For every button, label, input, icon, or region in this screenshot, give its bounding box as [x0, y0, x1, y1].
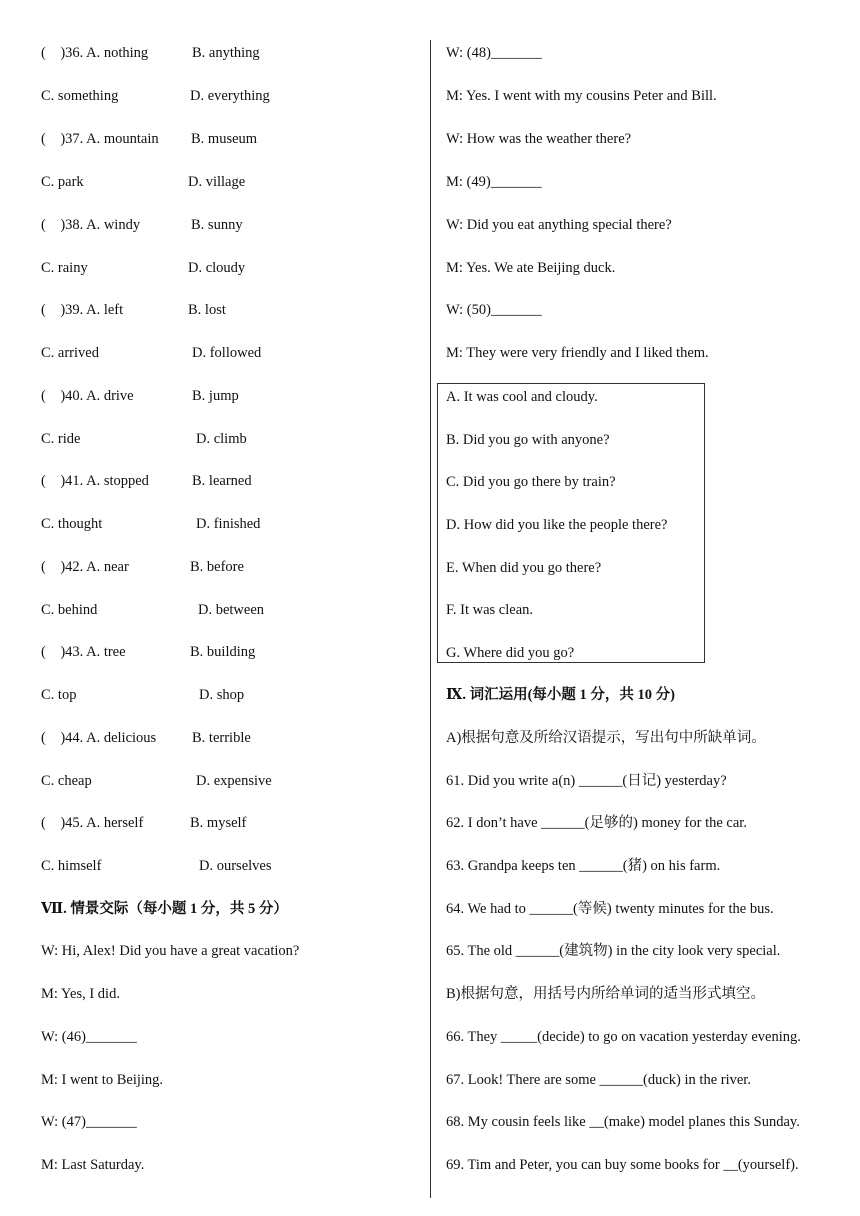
dialogue-line: M: Yes, I did. — [41, 986, 120, 1002]
question-number-option-a: ( )38. A. windy — [41, 217, 141, 233]
section-7-title: Ⅶ. 情景交际（每小题 1 分，共 5 分） — [41, 901, 288, 917]
option-b: B. lost — [188, 302, 226, 318]
option-d: D. ourselves — [199, 858, 272, 874]
option-c: C. cheap — [41, 773, 92, 789]
option-d: D. everything — [190, 88, 270, 104]
option-item: G. Where did you go? — [446, 645, 575, 661]
dialogue-line: W: (47)_______ — [41, 1114, 137, 1130]
option-d: D. finished — [196, 516, 261, 532]
option-d: D. between — [198, 602, 265, 618]
question-number-option-a: ( )44. A. delicious — [41, 730, 157, 746]
dialogue-line: W: Did you eat anything special there? — [446, 217, 672, 233]
option-item: E. When did you go there? — [446, 560, 602, 576]
question-number-option-a: ( )36. A. nothing — [41, 45, 149, 61]
option-item: C. Did you go there by train? — [446, 474, 616, 490]
vocab-item: 64. We had to ______(等候) twenty minutes for the bus. — [446, 901, 774, 917]
option-b: B. myself — [190, 815, 247, 831]
part-b-instruction: B)根据句意，用括号内所给单词的适当形式填空。 — [446, 986, 765, 1002]
answer-options-box — [437, 383, 705, 663]
dialogue-line: W: (48)_______ — [446, 45, 542, 61]
vocab-item: 65. The old ______(建筑物) in the city look very special. — [446, 943, 781, 959]
dialogue-line: M: (49)_______ — [446, 174, 542, 190]
vocab-item: 63. Grandpa keeps ten ______(猪) on his farm. — [446, 858, 721, 874]
option-d: D. followed — [192, 345, 262, 361]
vocab-item: 68. My cousin feels like __(make) model planes this Sunday. — [446, 1114, 800, 1130]
question-number-option-a: ( )39. A. left — [41, 302, 124, 318]
option-b: B. before — [190, 559, 244, 575]
option-b: B. building — [190, 644, 256, 660]
option-d: D. climb — [196, 431, 247, 447]
column-divider — [430, 40, 431, 1198]
dialogue-line: W: (50)_______ — [446, 302, 542, 318]
option-item: A. It was cool and cloudy. — [446, 389, 598, 405]
question-number-option-a: ( )37. A. mountain — [41, 131, 159, 147]
question-number-option-a: ( )43. A. tree — [41, 644, 126, 660]
option-b: B. museum — [191, 131, 258, 147]
option-c: C. arrived — [41, 345, 99, 361]
option-b: B. terrible — [192, 730, 251, 746]
option-c: C. top — [41, 687, 77, 703]
vocab-item: 69. Tim and Peter, you can buy some books for __(yourself). — [446, 1157, 799, 1173]
question-number-option-a: ( )40. A. drive — [41, 388, 134, 404]
section-9-title: Ⅸ. 词汇运用(每小题 1 分，共 10 分) — [446, 687, 675, 703]
option-item: D. How did you like the people there? — [446, 517, 668, 533]
question-number-option-a: ( )45. A. herself — [41, 815, 144, 831]
option-item: F. It was clean. — [446, 602, 534, 618]
dialogue-line: W: Hi, Alex! Did you have a great vacation? — [41, 943, 300, 959]
option-b: B. jump — [192, 388, 239, 404]
option-d: D. shop — [199, 687, 245, 703]
option-c: C. park — [41, 174, 84, 190]
option-c: C. thought — [41, 516, 103, 532]
dialogue-line: M: Yes. We ate Beijing duck. — [446, 260, 616, 276]
option-d: D. village — [188, 174, 246, 190]
dialogue-line: M: I went to Beijing. — [41, 1072, 164, 1088]
option-c: C. rainy — [41, 260, 88, 276]
option-c: C. himself — [41, 858, 102, 874]
option-c: C. something — [41, 88, 119, 104]
dialogue-line: W: (46)_______ — [41, 1029, 137, 1045]
vocab-item: 67. Look! There are some ______(duck) in the river. — [446, 1072, 751, 1088]
vocab-item: 66. They _____(decide) to go on vacation yesterday evening. — [446, 1029, 801, 1045]
option-d: D. cloudy — [188, 260, 246, 276]
vocab-item: 61. Did you write a(n) ______(日记) yesterday? — [446, 773, 727, 789]
question-number-option-a: ( )42. A. near — [41, 559, 129, 575]
vocab-item: 62. I don’t have ______(足够的) money for the car. — [446, 815, 747, 831]
question-number-option-a: ( )41. A. stopped — [41, 473, 149, 489]
dialogue-line: M: Yes. I went with my cousins Peter and Bill. — [446, 88, 717, 104]
option-c: C. ride — [41, 431, 81, 447]
option-b: B. sunny — [191, 217, 243, 233]
dialogue-line: M: They were very friendly and I liked them. — [446, 345, 709, 361]
option-d: D. expensive — [196, 773, 272, 789]
option-b: B. learned — [192, 473, 252, 489]
option-c: C. behind — [41, 602, 98, 618]
part-a-instruction: A)根据句意及所给汉语提示，写出句中所缺单词。 — [446, 730, 766, 746]
dialogue-line: W: How was the weather there? — [446, 131, 632, 147]
dialogue-line: M: Last Saturday. — [41, 1157, 145, 1173]
option-item: B. Did you go with anyone? — [446, 432, 610, 448]
option-b: B. anything — [192, 45, 260, 61]
